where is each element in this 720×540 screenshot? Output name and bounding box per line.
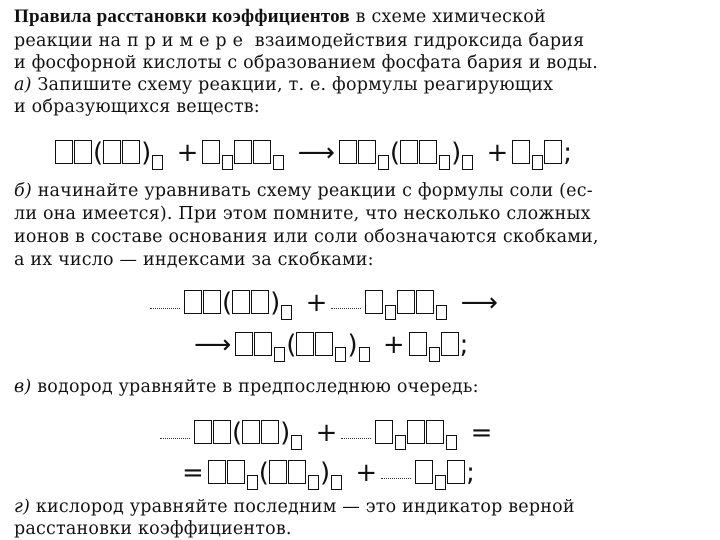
plus-sign: + [176,138,199,168]
step-b-text-1: начинайте уравнивать схему реакции с формулы соли (ес- [37,181,593,201]
open-paren: ( [389,138,401,168]
leading-arrow: ⟶ [194,330,232,360]
formula-box [74,140,92,164]
formula-box [208,460,226,484]
formula-box [397,290,415,314]
index-box [273,155,284,170]
plus-sign: + [486,138,509,168]
index-box [462,155,473,170]
open-paren: ( [232,418,243,448]
index-box [281,305,292,320]
reaction-scheme-c-row-2 [178,458,475,490]
close-paren: ) [141,138,152,168]
plus-sign: + [355,458,378,488]
intro-text-2c: взаимодействия гидроксида бария [254,31,585,51]
formula-box [122,140,140,164]
formula-box [227,460,245,484]
index-box [436,305,447,320]
formula-box [288,460,306,484]
formula-box [544,140,562,164]
formula-box [103,140,121,164]
leading-equals: = [182,458,204,488]
formula-box [194,420,212,444]
index-box [247,475,258,490]
formula-box [234,140,252,164]
index-box [378,155,389,170]
formula-box [55,140,73,164]
semicolon: ; [466,458,475,488]
index-box [331,475,342,490]
formula-box [358,140,376,164]
close-paren: ) [347,330,358,360]
formula-box [441,332,459,356]
step-d-label: г) [14,497,31,517]
formula-box [407,420,425,444]
reaction-arrow: ⟶ [460,288,498,318]
semicolon: ; [459,330,469,360]
reaction-arrow: ⟶ [297,138,335,168]
formula-box [242,420,260,444]
formula-box [400,140,418,164]
formula-box [375,420,393,444]
open-paren: ( [258,458,269,488]
intro-line-3: и фосфорной кислоты с образованием фосфата бария и воды. [14,53,599,73]
formula-box [512,140,530,164]
formula-box [269,460,287,484]
reaction-scheme-b-row-1 [150,288,502,320]
close-paren: ) [451,138,462,168]
index-box [291,435,302,450]
index-box [429,347,440,362]
formula-box [253,140,271,164]
step-d-text-1: кислород уравняйте последним — это индикатор верной [35,497,575,517]
rules-title: Правила расстановки коэффициентов [14,6,350,27]
step-b-label: б) [14,181,32,201]
coefficient-blank [150,308,180,309]
reaction-scheme-a [55,138,572,170]
formula-box [409,332,427,356]
coefficient-blank [341,438,371,439]
open-paren: ( [222,288,233,318]
plus-sign: + [305,288,328,318]
step-a-line-1 [14,74,553,96]
index-box [446,435,457,450]
formula-box [426,420,444,444]
formula-box [251,290,269,314]
index-box [335,347,346,362]
open-paren: ( [93,138,104,168]
step-a-text-1: Запишите схему реакции, т. е. формулы реагирующих [37,75,554,95]
step-c-text-1: водород уравняйте в предпоследнюю очередь: [37,377,479,397]
intro-line-1 [14,6,546,28]
formula-box [235,332,253,356]
step-b-line-1 [14,180,593,202]
step-a-label: а) [14,75,32,95]
index-box [395,435,406,450]
intro-text-1: в схеме химической [355,7,546,27]
formula-box [202,140,220,164]
step-c-label: в) [14,377,32,397]
intro-line-2 [14,30,584,52]
plus-sign: + [315,418,338,448]
formula-box [232,290,250,314]
index-box [532,155,543,170]
step-a-line-2: и образующихся веществ: [14,97,260,117]
formula-box [447,460,465,484]
index-box [435,475,446,490]
formula-box [213,420,231,444]
coefficient-blank [331,308,361,309]
formula-box [296,332,314,356]
formula-box [261,420,279,444]
step-b-line-2: ли она имеется). При этом помните, что несколько сложных [14,204,591,224]
open-paren: ( [286,330,297,360]
formula-box [419,140,437,164]
intro-text-2b: примере [126,31,249,51]
step-d-line-1 [14,496,575,518]
step-d-line-2: расстановки коэффициентов. [14,519,292,539]
index-box [359,347,370,362]
semicolon: ; [563,138,573,168]
close-paren: ) [270,288,281,318]
reaction-scheme-b-row-2 [190,330,468,362]
formula-box [365,290,383,314]
formula-box [416,290,434,314]
index-box [222,155,233,170]
plus-sign: + [382,330,405,360]
index-box [274,347,285,362]
step-b-line-4: а их число — индексами за скобками: [14,250,374,270]
reaction-scheme-c-row-1 [160,418,496,450]
index-box [439,155,450,170]
formula-box [315,332,333,356]
close-paren: ) [280,418,291,448]
step-b-line-3: ионов в составе основания или соли обозначаются скобками, [14,227,599,247]
formula-box [184,290,202,314]
equals-sign: = [470,418,493,448]
index-box [385,305,396,320]
close-paren: ) [319,458,331,488]
formula-box [203,290,221,314]
index-box [308,475,319,490]
index-box [152,155,163,170]
intro-text-2a: реакции на [14,31,122,51]
coefficient-blank [381,478,411,479]
step-c-line-1 [14,376,479,398]
formula-box [254,332,272,356]
formula-box [339,140,357,164]
coefficient-blank [160,438,190,439]
formula-box [415,460,433,484]
